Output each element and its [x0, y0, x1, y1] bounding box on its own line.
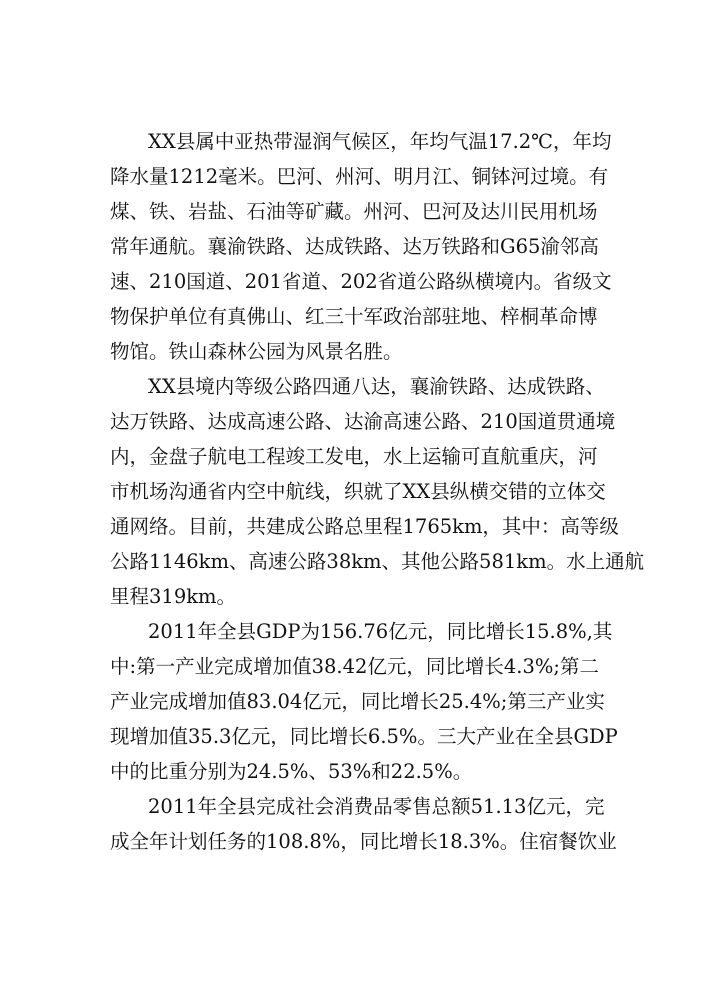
text-line: 产业完成增加值83.04亿元，同比增长25.4%;第三产业实: [110, 690, 605, 713]
text-line: 中:第一产业完成增加值38.42亿元，同比增长4.3%;第二: [110, 655, 600, 678]
text-line: 公路1146km、高速公路38km、其他公路581km。水上通航: [110, 550, 645, 573]
text-line: 里程319km。: [110, 585, 237, 608]
text-line: XX县境内等级公路四通八达，襄渝铁路、达成铁路、: [148, 375, 605, 398]
text-line: 常年通航。襄渝铁路、达成铁路、达万铁路和G65渝邻高: [110, 235, 599, 258]
text-line: 2011年全县GDP为156.76亿元，同比增长15.8%,其: [148, 620, 613, 643]
paragraph-climate: [110, 124, 612, 369]
text-line: 2011年全县完成社会消费品零售总额51.13亿元，完: [148, 795, 605, 818]
text-line: 达万铁路、达成高速公路、达渝高速公路、210国道贯通境: [110, 410, 616, 433]
paragraph-gdp: [110, 614, 618, 789]
text-line: 中的比重分别为24.5%、53%和22.5%。: [110, 760, 473, 783]
text-line: 物馆。铁山森林公园为风景名胜。: [110, 340, 403, 363]
text-line: XX县属中亚热带湿润气候区，年均气温17.2℃，年均: [148, 130, 612, 153]
text-line: 速、210国道、201省道、202省道公路纵横境内。省级文: [110, 270, 612, 293]
text-line: 成全年计划任务的108.8%，同比增长18.3%。住宿餐饮业: [110, 830, 617, 853]
document-body: [110, 124, 645, 859]
text-line: 市机场沟通省内空中航线，织就了XX县纵横交错的立体交: [110, 480, 606, 503]
paragraph-transport: [110, 369, 645, 614]
paragraph-retail: [110, 789, 617, 859]
text-line: 通网络。目前，共建成公路总里程1765km，其中：高等级: [110, 515, 619, 538]
text-line: 煤、铁、岩盐、石油等矿藏。州河、巴河及达川民用机场: [110, 200, 598, 223]
text-line: 降水量1212毫米。巴河、州河、明月江、铜钵河过境。有: [110, 165, 609, 188]
text-line: 物保护单位有真佛山、红三十军政治部驻地、梓桐革命博: [110, 305, 598, 328]
text-line: 现增加值35.3亿元，同比增长6.5%。三大产业在全县GDP: [110, 725, 618, 748]
text-line: 内，金盘子航电工程竣工发电，水上运输可直航重庆，河: [110, 445, 598, 468]
